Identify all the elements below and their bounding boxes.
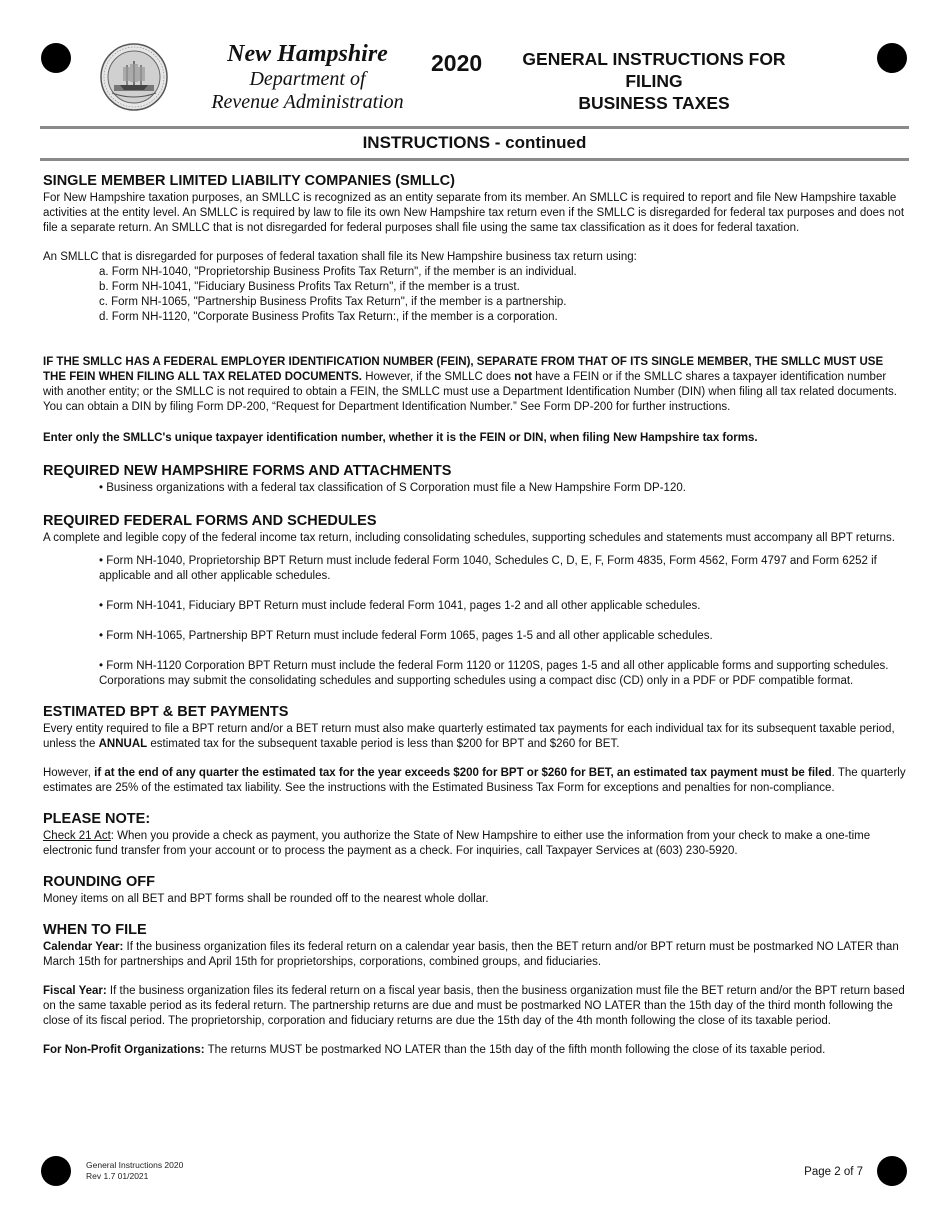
fiscal-year-paragraph xyxy=(43,984,909,1029)
calendar-year-text: If the business organization files its federal return on a calendar year basis, then the BET return and/or BPT return must be postmarked NO LATER than March 15th for partnerships and April 15th for proprietorships, corporations, combined groups, and fiduciaries. xyxy=(43,941,899,968)
list-item: a. Form NH-1040, "Proprietorship Business Profits Tax Return", if the member is an individual. xyxy=(99,266,577,278)
state-seal-icon xyxy=(100,43,168,111)
smllc-paragraph-2: An SMLLC that is disregarded for purposes of federal taxation shall file its New Hampshire business tax return using: xyxy=(43,251,637,263)
fein-text-2: have a FEIN or if the SMLLC shares a taxpayer identification number with another entity; or the SMLLC is not required to obtain a FEIN, the SMLLC must use a Department Identification Number (DIN) when filing all tax related documents. You can obtain a DIN by filing Form DP-200, “Request for Department Identification Number.” See Form DP-200 for further instructions. xyxy=(43,371,897,413)
nh-forms-list xyxy=(43,481,909,496)
fiscal-year-label: Fiscal Year: xyxy=(43,985,107,997)
document-title-line-2: BUSINESS TAXES xyxy=(578,93,730,113)
footer-rev: Rev 1.7 01/2021 xyxy=(86,1171,149,1181)
non-profit-paragraph xyxy=(43,1043,909,1058)
list-item: • Form NH-1120 Corporation BPT Return must include the federal Form 1120 or 1120S, pages 1-5 and all other applicable forms and supporting schedules. Corporations may submit the consolidating schedules and supporting schedules using a compact disc (CD) only in a PDF or PDF compatible format. xyxy=(99,660,889,687)
agency-name xyxy=(195,40,420,114)
agency-line-1: New Hampshire xyxy=(227,41,388,67)
list-item: c. Form NH-1065, "Partnership Business Profits Tax Return", if the member is a partnership. xyxy=(99,296,567,308)
non-profit-text: The returns MUST be postmarked NO LATER than the 15th day of the fifth month following the close of its taxable period. xyxy=(204,1044,826,1056)
footer-revision xyxy=(86,1160,183,1182)
fiscal-year-text: If the business organization files its federal return on a fiscal year basis, then the business organization must file the BET return and/or the BPT return based on the same taxable period as its federal return. The partnership returns are due and must be postmarked NO LATER than the 15th day of the third month following the close of its fiscal period. The proprietorship, corporation and fiduciary returns are due the 15th day of the 4th month following the close of its taxable period. xyxy=(43,985,905,1027)
enter-only-note xyxy=(43,431,909,446)
rounding-paragraph: Money items on all BET and BPT forms shall be rounded off to the nearest whole dollar. xyxy=(43,893,489,905)
fed-forms-intro: A complete and legible copy of the federal income tax return, including consolidating schedules, supporting schedules and statements must accompany all BPT returns. xyxy=(43,532,895,544)
estimated-heading: ESTIMATED BPT & BET PAYMENTS xyxy=(43,704,289,720)
page-content xyxy=(43,172,909,1058)
estimated-text: . The quarterly estimates are 25% of the estimated tax liability. See the instructions with the Estimated Business Tax Form for exceptions and penalties for non-compliance. xyxy=(43,767,906,794)
list-item: • Business organizations with a federal tax classification of S Corporation must file a New Hampshire Form DP-120. xyxy=(99,482,686,494)
fein-bold-text: IF THE SMLLC HAS A FEDERAL EMPLOYER IDENTIFICATION NUMBER (FEIN), SEPARATE FROM THAT OF ITS SINGLE MEMBER, THE SMLLC MUST USE THE FEIN WHEN FILING ALL TAX RELATED DOCUMENTS. xyxy=(43,356,884,383)
registration-mark-icon xyxy=(41,1156,71,1186)
divider xyxy=(40,126,909,129)
smllc-paragraph-1: For New Hampshire taxation purposes, an SMLLC is recognized as an entity separate from its member. An SMLLC is required to report and file New Hampshire taxable activities at the entity level. An SMLLC is required by law to file its own New Hampshire tax return even if the SMLLC is disregarded for federal tax purposes and does not file a separate return. An SMLLC that is not disregarded for federal purposes shall file using the same tax classification as it does for federal taxation. xyxy=(43,192,905,234)
agency-line-2: Department of xyxy=(249,68,366,90)
please-note-paragraph xyxy=(43,829,909,859)
divider xyxy=(40,158,909,161)
smllc-form-list xyxy=(43,265,909,325)
list-item: b. Form NH-1041, "Fiduciary Business Profits Tax Return", if the member is a trust. xyxy=(99,281,520,293)
fein-paragraph xyxy=(43,355,909,415)
calendar-year-paragraph xyxy=(43,940,909,970)
footer-doc-name: General Instructions 2020 xyxy=(86,1160,184,1170)
estimated-bold-text: if at the end of any quarter the estimated tax for the year exceeds $200 for BPT or $260 for BET, an estimated tax payment must be filed xyxy=(94,767,832,779)
when-to-file-heading: WHEN TO FILE xyxy=(43,922,147,938)
registration-mark-icon xyxy=(877,1156,907,1186)
estimated-annual: ANNUAL xyxy=(98,738,148,750)
calendar-year-label: Calendar Year: xyxy=(43,941,124,953)
fed-forms-heading: REQUIRED FEDERAL FORMS AND SCHEDULES xyxy=(43,513,377,529)
registration-mark-icon xyxy=(877,43,907,73)
section-banner: INSTRUCTIONS - continued xyxy=(362,133,587,152)
fein-not: not xyxy=(514,371,533,383)
document-title xyxy=(495,48,813,114)
list-item: d. Form NH-1120, "Corporate Business Profits Tax Return:, if the member is a corporation. xyxy=(99,311,558,323)
estimated-paragraph-1 xyxy=(43,722,909,752)
list-item: • Form NH-1041, Fiduciary BPT Return must include federal Form 1041, pages 1-2 and all other applicable schedules. xyxy=(99,600,701,612)
document-title-line-1: GENERAL INSTRUCTIONS FOR FILING xyxy=(522,49,786,91)
enter-only-text: Enter only the SMLLC's unique taxpayer identification number, whether it is the FEIN or DIN, when filing New Hampshire tax forms. xyxy=(43,432,758,444)
please-note-heading: PLEASE NOTE: xyxy=(43,811,151,827)
list-item: • Form NH-1040, Proprietorship BPT Return must include federal Form 1040, Schedules C, D, E, F, Form 4835, Form 4562, Form 4797 and Form 6252 if applicable and all other applicable schedules. xyxy=(99,555,877,582)
estimated-text: Every entity required to file a BPT return and/or a BET return must also make quarterly estimated tax payments for each individual tax for its subsequent taxable period, unless the xyxy=(43,723,895,750)
registration-mark-icon xyxy=(41,43,71,73)
nh-forms-heading: REQUIRED NEW HAMPSHIRE FORMS AND ATTACHMENTS xyxy=(43,463,452,479)
check21-label: Check 21 Act xyxy=(43,830,111,842)
estimated-text: estimated tax for the subsequent taxable period is less than $200 for BPT and $260 for BET. xyxy=(147,738,620,750)
estimated-text: However, xyxy=(43,767,95,779)
agency-line-3: Revenue Administration xyxy=(211,91,404,113)
tax-year: 2020 xyxy=(431,50,483,76)
fed-forms-list xyxy=(43,554,909,689)
list-item: • Form NH-1065, Partnership BPT Return must include federal Form 1065, pages 1-5 and all other applicable schedules. xyxy=(99,630,713,642)
rounding-heading: ROUNDING OFF xyxy=(43,874,155,890)
please-note-text: : When you provide a check as payment, you authorize the State of New Hampshire to either use the information from your check to make a one-time electronic fund transfer from your account or to process the payment as a check. For inquiries, call Taxpayer Services at (603) 230-5920. xyxy=(43,830,871,857)
fein-text-1: However, if the SMLLC does xyxy=(362,371,515,383)
non-profit-label: For Non-Profit Organizations: xyxy=(43,1044,205,1056)
smllc-heading: SINGLE MEMBER LIMITED LIABILITY COMPANIES (SMLLC) xyxy=(43,173,455,189)
page-number: Page 2 of 7 xyxy=(804,1166,863,1178)
estimated-paragraph-2 xyxy=(43,766,909,796)
